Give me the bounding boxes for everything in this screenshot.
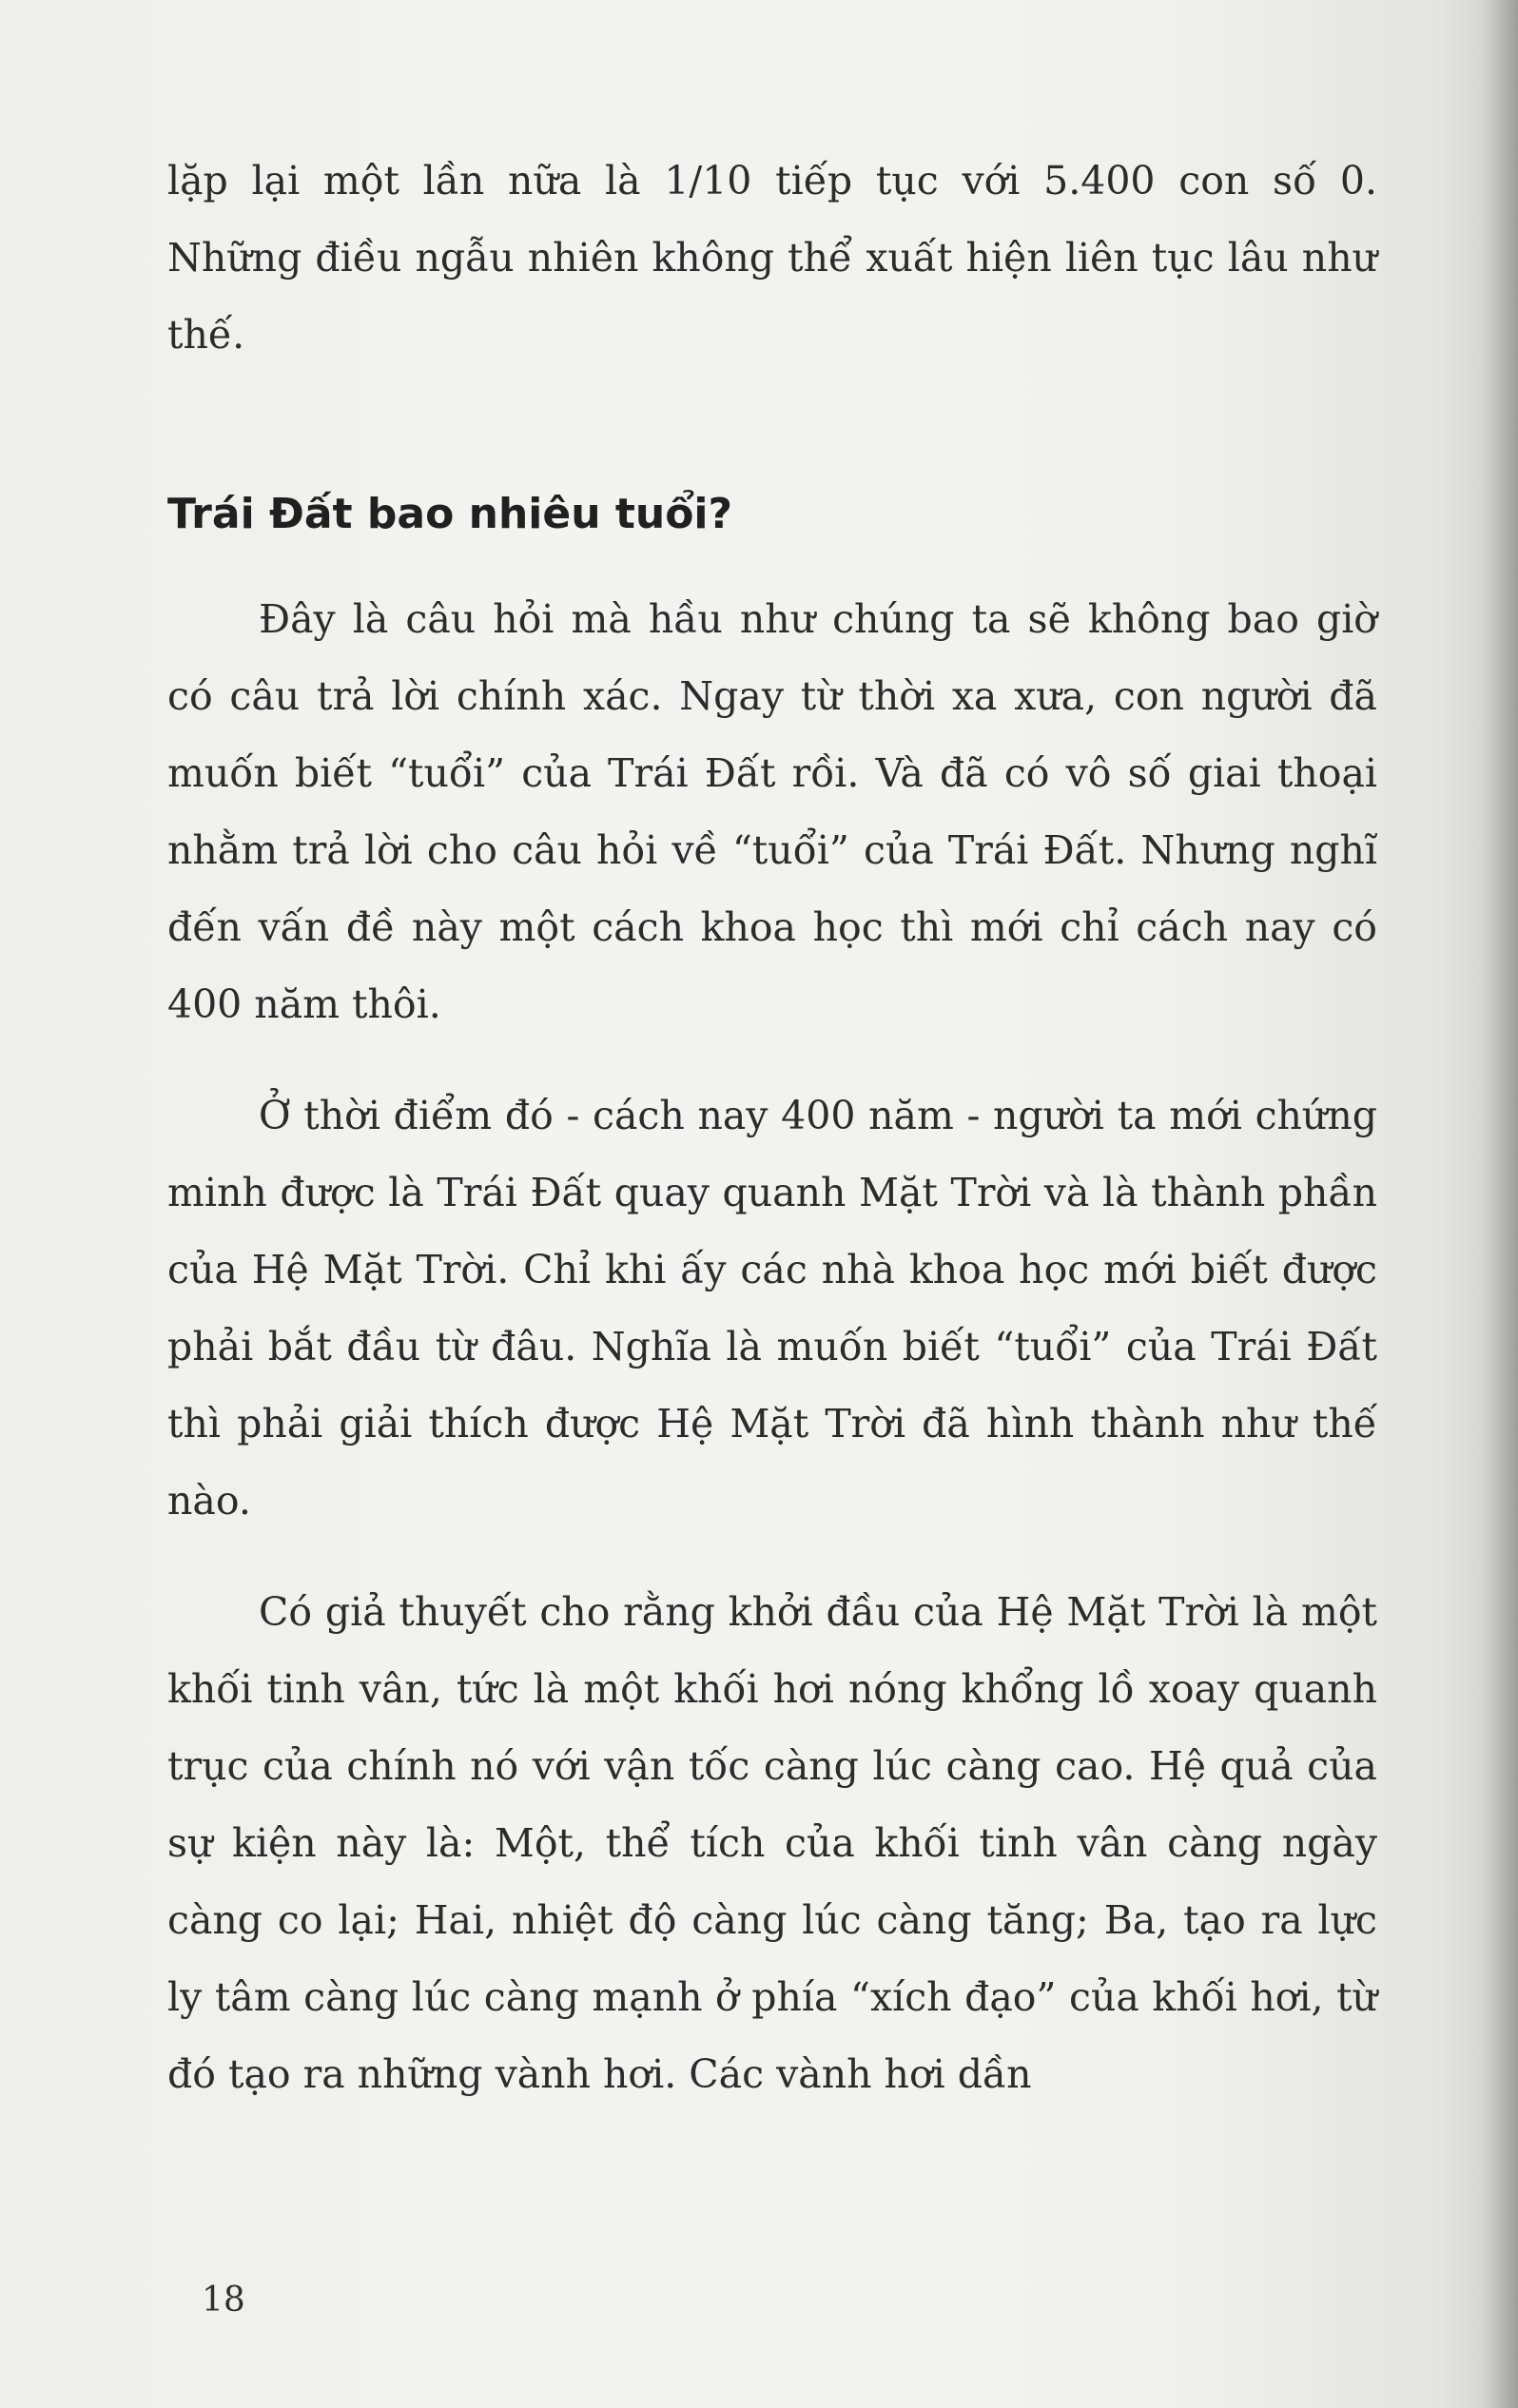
section-heading: Trái Đất bao nhiêu tuổi? bbox=[167, 490, 733, 538]
paragraph-continued: lặp lại một lần nữa là 1/10 tiếp tục với 5.400 con số 0. Những điều ngẫu nhiên không thể xuất hiện liên tục lâu như thế. bbox=[167, 158, 1377, 358]
paragraph-1: Đây là câu hỏi mà hầu như chúng ta sẽ không bao giờ có câu trả lời chính xác. Ngay từ thời xa xưa, con người đã muốn biết “tuổi” của Trái Đất rồi. Và đã có vô số giai thoại nhằm trả lời cho câu hỏi về “tuổi” của Trái Đất. Nhưng nghĩ đến vấn đề này một cách khoa học thì mới chỉ cách nay có 400 năm thôi. bbox=[167, 596, 1377, 1027]
paragraph-2: Ở thời điểm đó - cách nay 400 năm - người ta mới chứng minh được là Trái Đất quay quanh Mặt Trời và là thành phần của Hệ Mặt Trời. Chỉ khi ấy các nhà khoa học mới biết được phải bắt đầu từ đâu. Nghĩa là muốn biết “tuổi” của Trái Đất thì phải giải thích được Hệ Mặt Trời đã hình thành như thế nào. bbox=[167, 1093, 1377, 1524]
page-text bbox=[167, 143, 1377, 2113]
paragraph-3: Có giả thuyết cho rằng khởi đầu của Hệ Mặt Trời là một khối tinh vân, tức là một khối hơi nóng khổng lồ xoay quanh trục của chính nó với vận tốc càng lúc càng cao. Hệ quả của sự kiện này là: Một, thể tích của khối tinh vân càng ngày càng co lại; Hai, nhiệt độ càng lúc càng tăng; Ba, tạo ra lực ly tâm càng lúc càng mạnh ở phía “xích đạo” của khối hơi, từ đó tạo ra những vành hơi. Các vành hơi dần bbox=[167, 1589, 1377, 2097]
page-binding-shadow bbox=[1482, 0, 1518, 2408]
page-number: 18 bbox=[202, 2281, 245, 2320]
